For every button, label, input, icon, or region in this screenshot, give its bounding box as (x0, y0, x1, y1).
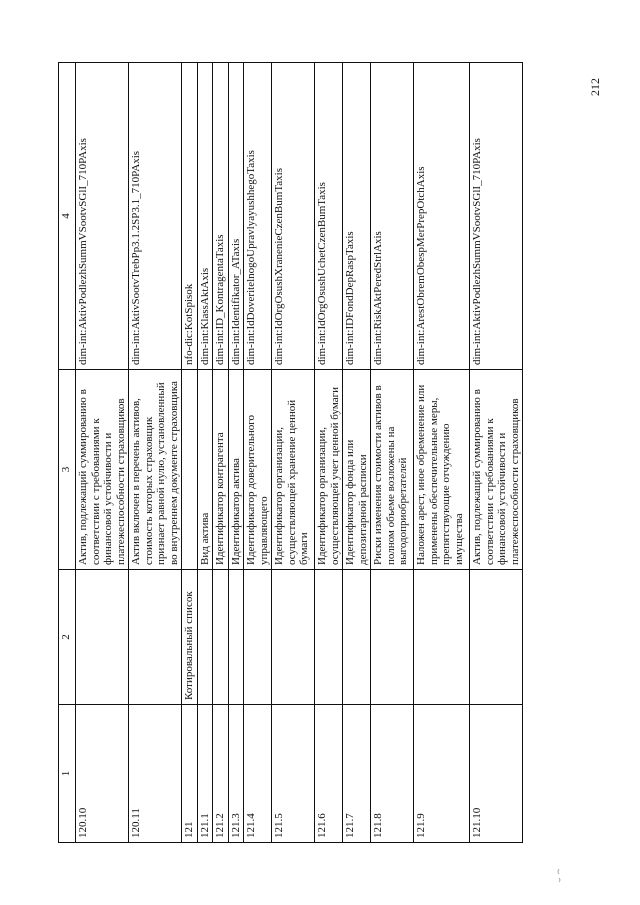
row-code: 121 (182, 705, 198, 843)
row-code: 121.2 (213, 705, 229, 843)
row-element: dim-int:AktivPodlezhSummVSootvSGlI_710PAxis (76, 63, 129, 370)
table-row (414, 63, 470, 843)
row-description (182, 370, 198, 570)
row-name (343, 570, 371, 705)
row-name (371, 570, 414, 705)
table-row (371, 63, 414, 843)
row-element: dim-int:Identifikator_ATaxis (228, 63, 244, 370)
row-element: dim-int:IdOrgOsushXranenieCzenBumTaxis (272, 63, 315, 370)
table-row (228, 63, 244, 843)
row-code: 121.4 (244, 705, 272, 843)
row-code: 121.3 (228, 705, 244, 843)
row-code: 121.9 (414, 705, 470, 843)
row-description: Актив, подлежащий суммированию в соответствии с требованиями к финансовой устойчивости и платежеспособности страховщиков (470, 370, 523, 570)
column-header: 2 (59, 570, 76, 705)
row-description: Идентификатор фонда или депозитарной расписки (343, 370, 371, 570)
row-description: Идентификатор организации, осуществляющей хранение ценной бумаги (272, 370, 315, 570)
table-row (76, 63, 129, 843)
row-code: 121.6 (315, 705, 343, 843)
row-name (228, 570, 244, 705)
column-header: 4 (59, 63, 76, 370)
row-element: dim-int:IDFondDepRaspTaxis (343, 63, 371, 370)
scan-mark-icon (556, 868, 562, 884)
table-row (213, 63, 229, 843)
row-description: Идентификатор организации, осуществляющей учет ценной бумаги (315, 370, 343, 570)
table-row (197, 63, 213, 843)
row-element: nfo-dic:KotSpisok (182, 63, 198, 370)
row-name (414, 570, 470, 705)
row-element: dim-int:RiskAktPeredStrlAxis (371, 63, 414, 370)
table-row (129, 63, 182, 843)
row-name (197, 570, 213, 705)
table-header-row (59, 63, 76, 843)
row-code: 121.8 (371, 705, 414, 843)
row-description: Актив, подлежащий суммированию в соответствии с требованиями к финансовой устойчивости и платежеспособности страховщиков (76, 370, 129, 570)
row-element: dim-int:KlassAktAxis (197, 63, 213, 370)
page-number (588, 72, 612, 112)
row-element: dim-int:IdOrgOsushUchetCzenBumTaxis (315, 63, 343, 370)
data-table (58, 62, 523, 843)
row-code: 121.1 (197, 705, 213, 843)
row-description: Идентификатор актива (228, 370, 244, 570)
table-row (272, 63, 315, 843)
row-description: Идентификатор доверительного управляющего (244, 370, 272, 570)
row-name (129, 570, 182, 705)
column-header: 1 (59, 705, 76, 843)
rotated-table-container (58, 63, 560, 843)
row-description: Актив включен в перечень активов, стоимость которых страховщик признает равной нулю, установленный во внутреннем документе страховщика (129, 370, 182, 570)
row-code: 120.11 (129, 705, 182, 843)
row-code: 121.10 (470, 705, 523, 843)
row-element: dim-int:IdDoveritelnogoUpravlyayushhegoTaxis (244, 63, 272, 370)
row-code: 121.5 (272, 705, 315, 843)
row-name (470, 570, 523, 705)
table-row (244, 63, 272, 843)
table-row (470, 63, 523, 843)
table-row (182, 63, 198, 843)
row-element: dim-int:ArestObremObespMerPrepOtchAxis (414, 63, 470, 370)
column-header: 3 (59, 370, 76, 570)
row-name (76, 570, 129, 705)
row-element: dim-int:AktivPodlezhSummVSootvSGlI_710PAxis (470, 63, 523, 370)
row-code: 120.10 (76, 705, 129, 843)
row-element: dim-int:AktivSootvTrebPp3.1.2SP3.1_710PAxis (129, 63, 182, 370)
row-name (272, 570, 315, 705)
table-row (343, 63, 371, 843)
row-description: Идентификатор контрагента (213, 370, 229, 570)
row-code: 121.7 (343, 705, 371, 843)
table-row (315, 63, 343, 843)
table-body (76, 63, 523, 843)
row-name (213, 570, 229, 705)
row-description: Наложен арест, иное обременение или применены обеспечительные меры, препятствующие отчуждению имущества (414, 370, 470, 570)
row-name: Котировальный список (182, 570, 198, 705)
row-name (315, 570, 343, 705)
row-name (244, 570, 272, 705)
row-description: Вид актива (197, 370, 213, 570)
page-number-text: 212 (588, 78, 602, 96)
row-element: dim-int:ID_KontragentaTaxis (213, 63, 229, 370)
row-description: Риски изменения стоимости активов в полном объеме возложены на выгодоприобретателей (371, 370, 414, 570)
